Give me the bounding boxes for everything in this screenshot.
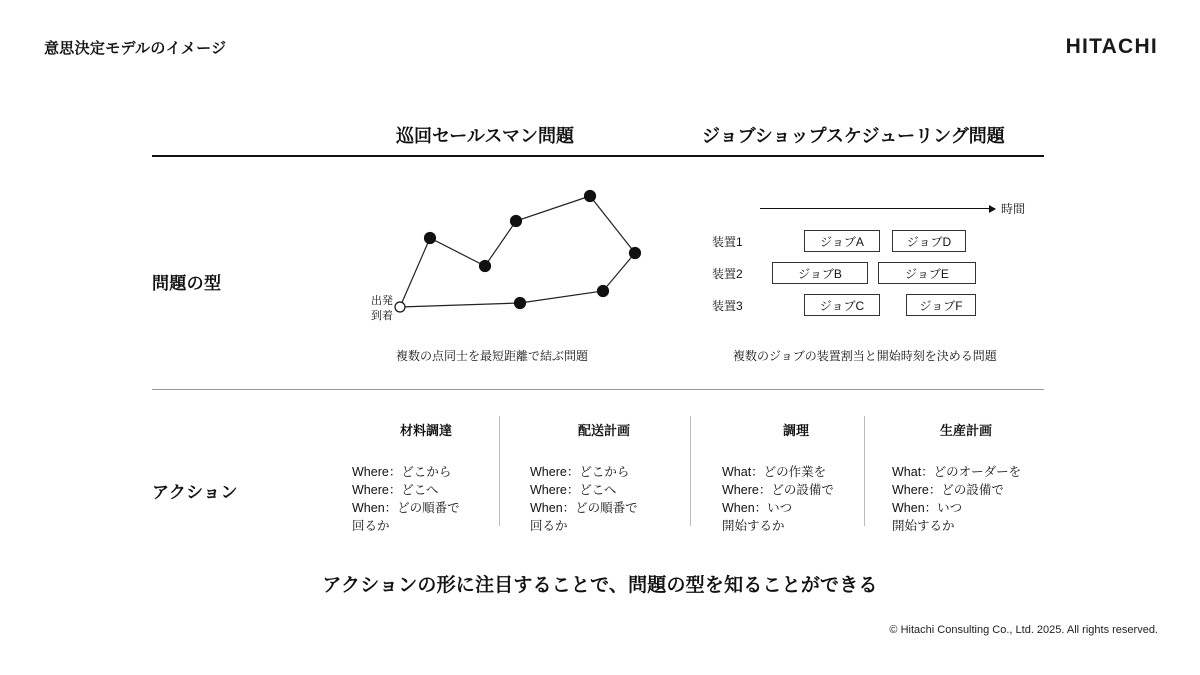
action-column <box>722 420 870 535</box>
column-heading-jss: ジョブショップスケジューリング問題 <box>702 126 1005 146</box>
action-column-line: 回るか <box>352 519 390 533</box>
job-block: ジョブA <box>804 230 880 252</box>
jobshop-diagram <box>712 198 1026 323</box>
action-divider <box>864 416 865 526</box>
action-column-line: What：どのオーダーを <box>892 465 1022 479</box>
action-column <box>892 420 1040 535</box>
hitachi-logo: HITACHI <box>1065 35 1158 58</box>
action-column-line: When：いつ <box>722 501 793 515</box>
action-column-line: When：いつ <box>892 501 963 515</box>
machine-label: 装置1 <box>712 235 743 249</box>
row-label-problem-type: 問題の型 <box>152 274 222 293</box>
job-block: ジョブF <box>906 294 976 316</box>
copyright-text: © Hitachi Consulting Co., Ltd. 2025. All rights reserved. <box>889 624 1158 636</box>
action-column-line: Where：どこから <box>352 465 452 479</box>
action-column-line: Where：どこから <box>530 465 630 479</box>
time-axis-label: 時間 <box>1001 202 1026 216</box>
tsp-node-group <box>395 191 641 313</box>
action-column-title: 生産計画 <box>939 423 992 438</box>
tsp-node <box>585 191 596 202</box>
divider-middle <box>152 389 1044 390</box>
job-block: ジョブC <box>804 294 880 316</box>
action-divider <box>690 416 691 526</box>
tsp-graph-svg <box>350 175 670 330</box>
tsp-start-label <box>355 294 393 324</box>
action-column-line: When：どの順番で <box>530 501 638 515</box>
tsp-node <box>511 216 522 227</box>
tsp-node <box>630 248 641 259</box>
caption-tsp: 複数の点同士を最短距離で結ぶ問題 <box>396 349 589 363</box>
column-heading-tsp: 巡回セールスマン問題 <box>396 126 575 146</box>
action-column <box>352 420 500 535</box>
action-column-line: When：どの順番で <box>352 501 460 515</box>
row-label-action: アクション <box>152 483 238 502</box>
action-column-title: 配送計画 <box>577 423 630 438</box>
time-axis-arrow-icon <box>760 208 995 209</box>
action-column-line: 開始するか <box>892 519 955 533</box>
action-column-line: Where：どこへ <box>530 483 617 497</box>
conclusion-text: アクションの形に注目することで、問題の型を知ることができる <box>322 575 878 596</box>
page-title: 意思決定モデルのイメージ <box>44 40 227 57</box>
tsp-start-node <box>395 302 405 312</box>
action-column-line: What：どの作業を <box>722 465 827 479</box>
tsp-start-label-line2: 到着 <box>371 309 393 322</box>
tsp-node <box>598 286 609 297</box>
action-column-line: Where：どの設備で <box>722 483 834 497</box>
action-column-line: 回るか <box>530 519 568 533</box>
action-divider <box>499 416 500 526</box>
job-block: ジョブD <box>892 230 966 252</box>
tsp-node <box>480 261 491 272</box>
tsp-diagram <box>350 175 670 330</box>
divider-top <box>152 155 1044 157</box>
caption-jss: 複数のジョブの装置割当と開始時刻を決める問題 <box>733 349 997 363</box>
job-block: ジョブB <box>772 262 868 284</box>
tsp-node <box>425 233 436 244</box>
action-column <box>530 420 678 535</box>
action-column-line: Where：どこへ <box>352 483 439 497</box>
action-column-line: 開始するか <box>722 519 785 533</box>
action-column-line: Where：どの設備で <box>892 483 1004 497</box>
machine-label: 装置3 <box>712 299 743 313</box>
tsp-start-label-line1: 出発 <box>371 295 393 307</box>
action-column-title: 材料調達 <box>399 423 452 438</box>
action-column-title: 調理 <box>782 423 809 438</box>
tsp-node <box>515 298 526 309</box>
machine-label: 装置2 <box>712 267 743 281</box>
job-block: ジョブE <box>878 262 976 284</box>
